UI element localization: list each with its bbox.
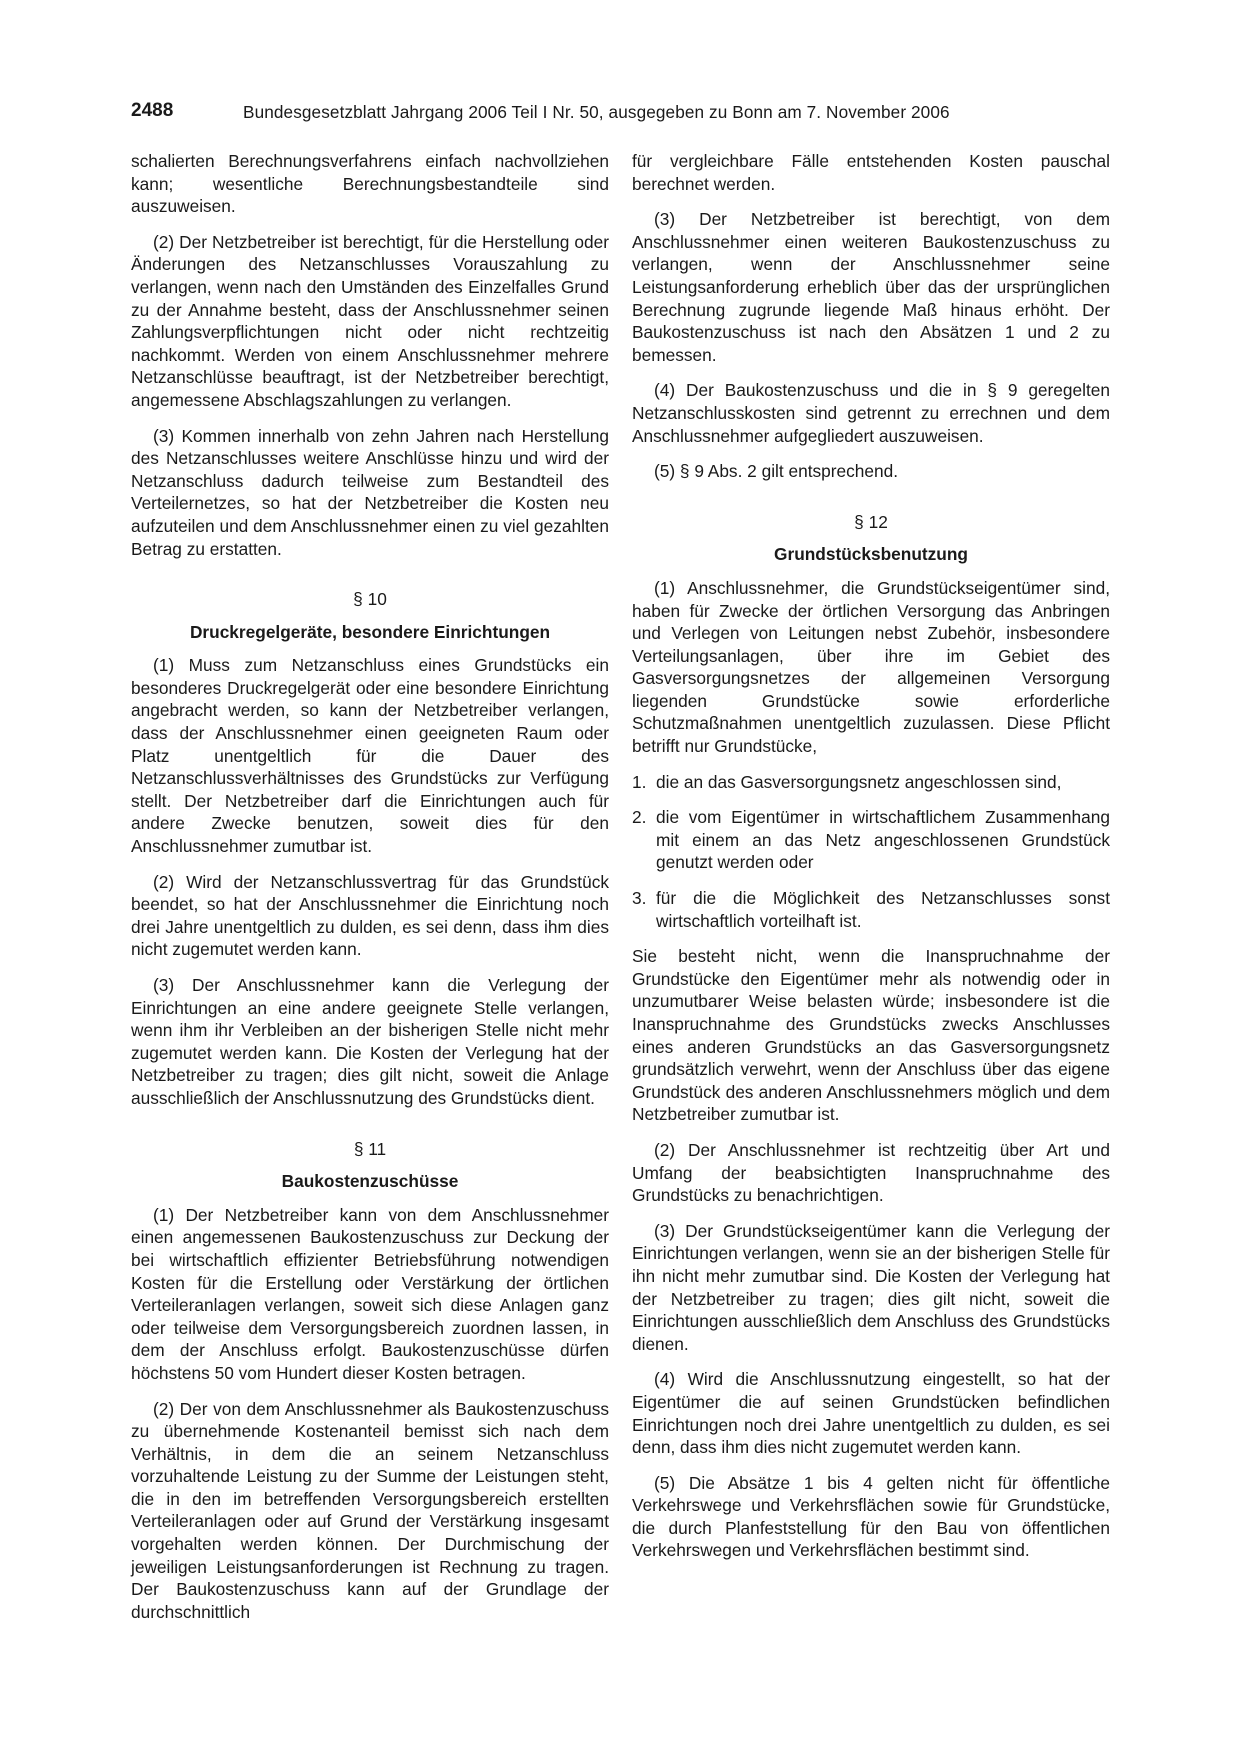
- paragraph: (5) § 9 Abs. 2 gilt entsprechend.: [654, 461, 899, 482]
- paragraph: (3) Kommen innerhalb von zehn Jahren nach Herstellung des Netzanschlusses weitere Anschlüsse hinzu und wird der Netzanschluss dadurch teilweise zum Bestandteil des Verteilernetzes, so hat der Netzbetreiber die Kosten neu aufzuteilen und dem Anschlussnehmer einen zu viel gezahlten Betrag zu erstatten.: [131, 425, 609, 559]
- paragraph: (1) Muss zum Netzanschluss eines Grundstücks ein besonderes Druckregelgerät oder eine besondere Einrichtung angebracht werden, so kann der Netzbetreiber verlangen, dass der Anschlussnehmer einen geeigneten Raum oder Platz unentgeltlich für die Dauer des Netzanschlussverhältnisses des Grundstücks zur Verfügung stellt. Der Netzbetreiber darf die Einrichtungen auch für andere Zwecke benutzen, soweit dies für den Anschlussnehmer zumutbar ist.: [131, 655, 609, 857]
- paragraph: (3) Der Anschlussnehmer kann die Verlegung der Einrichtungen an eine andere geeignete Stelle verlangen, wenn ihm ihr Verbleiben an der bisherigen Stelle nicht mehr zugemutet werden kann. Die Kosten der Verlegung hat der Netzbetreiber zu tragen; dies gilt nicht, soweit die Anlage ausschließlich der Anschlussnutzung des Grundstücks dient.: [131, 975, 609, 1108]
- section-title: Druckregelgeräte, besondere Einrichtungen: [189, 621, 551, 642]
- page-number: 2488: [131, 100, 174, 121]
- list-item: [632, 771, 1110, 794]
- paragraph: (3) Der Grundstückseigentümer kann die Verlegung der Einrichtungen verlangen, wenn sie an der bisherigen Stelle für ihn nicht mehr zumutbar sind. Die Kosten der Verlegung hat der Netzbetreiber zu tragen; dies gilt nicht, soweit die Einrichtungen ausschließlich dem Anschluss des Grundstücks dienen.: [632, 1220, 1110, 1354]
- list-item-number: 1.: [632, 771, 647, 792]
- running-title: Bundesgesetzblatt Jahrgang 2006 Teil I Nr. 50, ausgegeben zu Bonn am 7. November 2006: [243, 102, 950, 122]
- section-number: § 10: [353, 589, 387, 610]
- page-header: [131, 100, 1111, 130]
- paragraph: Sie besteht nicht, wenn die Inanspruchnahme der Grundstücke den Eigentümer mehr als notwendig oder in unzumutbarer Weise belasten würde; insbesondere ist die Inanspruchnahme des Grundstücks zwecks Anschlusses eines anderen Grundstücks an das Gasversorgungsnetz grundsätzlich verwehrt, wenn der Anschluss über das eigene Grundstück des anderen Anschlussnehmers möglich und dem Netzbetreiber zumutbar ist.: [632, 946, 1110, 1125]
- list-item-text: die an das Gasversorgungsnetz angeschlossen sind,: [656, 771, 1062, 792]
- right-column: [632, 150, 1110, 1575]
- section-title: Baukostenzuschüsse: [281, 1171, 459, 1192]
- list-item-number: 2.: [632, 807, 647, 828]
- list-item-text: für die die Möglichkeit des Netzanschlusses sonst wirtschaftlich vorteilhaft ist.: [656, 888, 1110, 931]
- paragraph: schalierten Berechnungsverfahrens einfach nachvollziehen kann; wesentliche Berechnungsbestandteile sind auszuweisen.: [131, 151, 609, 217]
- paragraph: (2) Wird der Netzanschlussvertrag für das Grundstück beendet, so hat der Anschlussnehmer die Einrichtung noch drei Jahre unentgeltlich zu dulden, es sei denn, dass ihm dies nicht zugemutet werden kann.: [131, 871, 609, 960]
- paragraph: (2) Der Anschlussnehmer ist rechtzeitig über Art und Umfang der beabsichtigten Inanspruchnahme des Grundstücks zu benachrichtigen.: [632, 1139, 1110, 1206]
- paragraph: (2) Der Netzbetreiber ist berechtigt, für die Herstellung oder Änderungen des Netzanschlusses Vorauszahlung zu verlangen, wenn nach den Umständen des Einzelfalles Grund zu der Annahme besteht, dass der Anschlussnehmer seinen Zahlungsverpflichtungen nicht oder nicht rechtzeitig nachkommt. Werden von einem Anschlussnehmer mehrere Netzanschlüsse beauftragt, ist der Netzbetreiber berechtigt, angemessene Abschlagszahlungen zu verlangen.: [131, 231, 609, 410]
- paragraph: (4) Wird die Anschlussnutzung eingestellt, so hat der Eigentümer die auf seinen Grundstücken befindlichen Einrichtungen noch drei Jahre unentgeltlich zu dulden, es sei denn, dass ihm dies nicht zugemutet werden kann.: [632, 1369, 1110, 1458]
- section-number: § 11: [353, 1138, 387, 1159]
- list-item-text: die vom Eigentümer in wirtschaftlichem Zusammenhang mit einem an das Netz angeschlossenen Grundstück genutzt werden oder: [656, 807, 1110, 873]
- paragraph: für vergleichbare Fälle entstehenden Kosten pauschal berechnet werden.: [632, 151, 1110, 194]
- paragraph: (4) Der Baukostenzuschuss und die in § 9 geregelten Netzanschlusskosten sind getrennt zu errechnen und dem Anschlussnehmer aufgegliedert auszuweisen.: [632, 380, 1110, 446]
- section-title: Grundstücksbenutzung: [774, 544, 968, 565]
- paragraph: (1) Anschlussnehmer, die Grundstückseigentümer sind, haben für Zwecke der örtlichen Versorgung das Anbringen und Verlegen von Leitungen nebst Zubehör, insbesondere Verteilungsanlagen, über ihre im Gebiet des Gasversorgungsnetzes der allgemeinen Versorgung liegenden Grundstücke sowie erforderliche Schutzmaßnahmen unentgeltlich zuzulassen. Diese Pflicht betrifft nur Grundstücke,: [632, 577, 1110, 757]
- paragraph: (1) Der Netzbetreiber kann von dem Anschlussnehmer einen angemessenen Baukostenzuschuss zur Deckung der bei wirtschaftlich effizienter Betriebsführung notwendigen Kosten für die Erstellung oder Verstärkung der örtlichen Verteileranlagen verlangen, soweit sich diese Anlagen ganz oder teilweise dem Versorgungsbereich zuordnen lassen, in dem der Anschluss erfolgt. Baukostenzuschüsse dürfen höchstens 50 vom Hundert dieser Kosten betragen.: [131, 1204, 609, 1383]
- paragraph: (5) Die Absätze 1 bis 4 gelten nicht für öffentliche Verkehrswege und Verkehrsflächen sowie für Grundstücke, die durch Planfeststellung für den Bau von öffentlichen Verkehrswegen und Verkehrsflächen bestimmt sind.: [632, 1472, 1110, 1561]
- list-item-number: 3.: [632, 888, 647, 909]
- numbered-list: [632, 771, 1110, 933]
- left-column: [131, 150, 609, 1636]
- paragraph: (2) Der von dem Anschlussnehmer als Baukostenzuschuss zu übernehmende Kostenanteil bemisst sich nach dem Verhältnis, in dem die an seinem Netzanschluss vorzuhaltende Leistung zu der Summe der Leistungen steht, die in den im betreffenden Versorgungsbereich erstellten Verteileranlagen oder auf Grund der Verstärkung insgesamt vorgehalten werden können. Der Durchmischung der jeweiligen Leistungsanforderungen ist Rechnung zu tragen. Der Baukostenzuschuss kann auf der Grundlage der durchschnittlich: [131, 1398, 609, 1622]
- list-item: [632, 887, 1110, 932]
- paragraph: (3) Der Netzbetreiber ist berechtigt, von dem Anschlussnehmer einen weiteren Baukostenzuschuss zu verlangen, wenn der Anschlussnehmer seine Leistungsanforderung erheblich über das der ursprünglichen Berechnung zugrunde liegende Maß hinaus erhöht. Der Baukostenzuschuss ist nach den Absätzen 1 und 2 zu bemessen.: [632, 209, 1110, 365]
- section-number: § 12: [854, 511, 888, 532]
- list-item: [632, 806, 1110, 874]
